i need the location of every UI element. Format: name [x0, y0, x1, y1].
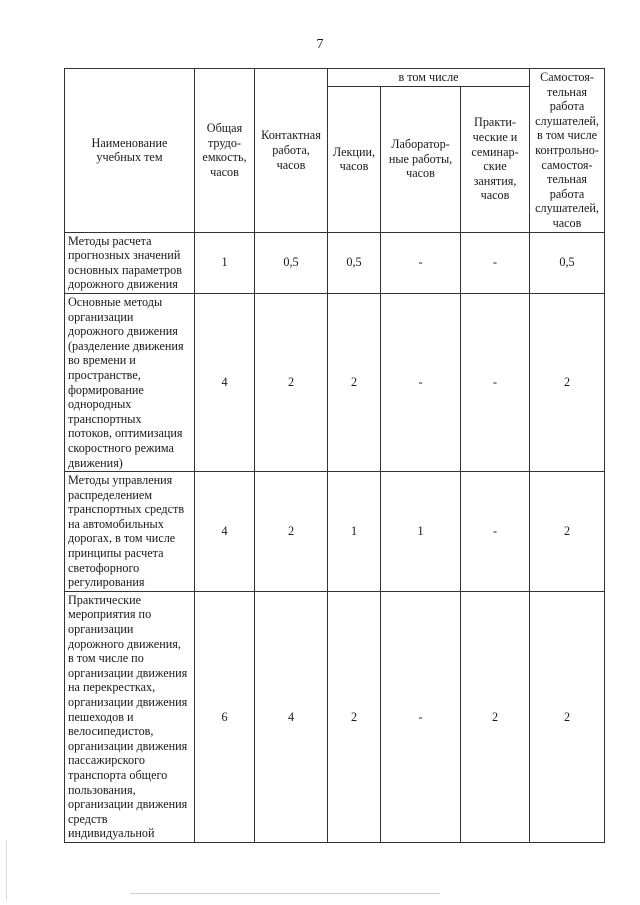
header-practical: Практи- ческие и семинар- ские занятия, часов: [461, 86, 530, 232]
scan-edge-mark: [6, 840, 7, 900]
lectures-cell: 1: [328, 472, 381, 592]
table-row: [65, 293, 605, 471]
self-study-cell: 2: [530, 472, 605, 592]
topic-cell: Методы расчета прогнозных значений основных параметров дорожного движения: [65, 232, 195, 293]
contact-cell: 4: [255, 591, 328, 842]
header-lectures: Лекции, часов: [328, 86, 381, 232]
lectures-cell: 2: [328, 591, 381, 842]
header-topic: Наименование учебных тем: [65, 69, 195, 233]
practical-cell: 2: [461, 591, 530, 842]
total-cell: 4: [195, 293, 255, 471]
contact-cell: 0,5: [255, 232, 328, 293]
labs-cell: -: [381, 293, 461, 471]
practical-cell: -: [461, 232, 530, 293]
scan-edge-line: [130, 893, 440, 894]
page-number: 7: [316, 37, 324, 52]
total-cell: 1: [195, 232, 255, 293]
table-row: [65, 232, 605, 293]
header-total-hours: Общая трудо- емкость, часов: [195, 69, 255, 233]
lectures-cell: 0,5: [328, 232, 381, 293]
contact-cell: 2: [255, 293, 328, 471]
lectures-cell: 2: [328, 293, 381, 471]
total-cell: 4: [195, 472, 255, 592]
topic-cell: Основные методы организации дорожного движения (разделение движения во времени и пространстве, формирование однородных транспортных потоков, оптимизация скоростного режима движения): [65, 293, 195, 471]
total-cell: 6: [195, 591, 255, 842]
self-study-cell: 2: [530, 293, 605, 471]
header-self-study-hours: Самостоя- тельная работа слушателей, в том числе контрольно- самостоя- тельная работа слушателей, часов: [530, 69, 605, 233]
table-row: [65, 591, 605, 842]
table-row: [65, 472, 605, 592]
header-row-top: [65, 69, 605, 87]
header-labs: Лаборатор- ные работы, часов: [381, 86, 461, 232]
contact-cell: 2: [255, 472, 328, 592]
labs-cell: 1: [381, 472, 461, 592]
topic-cell: Практические мероприятия по организации дорожного движения, в том числе по организации движения на перекрестках, организации движения пешеходов и велосипедистов, организации движения пассажирского транспорта общего пользования, организации движения средств индивидуальной: [65, 591, 195, 842]
practical-cell: -: [461, 293, 530, 471]
topic-cell: Методы управления распределением транспортных средств на автомобильных дорогах, в том числе принципы расчета светофорного регулирования: [65, 472, 195, 592]
header-contact-hours: Контактная работа, часов: [255, 69, 328, 233]
header-including: в том числе: [328, 69, 530, 87]
labs-cell: -: [381, 591, 461, 842]
labs-cell: -: [381, 232, 461, 293]
self-study-cell: 2: [530, 591, 605, 842]
practical-cell: -: [461, 472, 530, 592]
curriculum-table: [64, 68, 605, 843]
self-study-cell: 0,5: [530, 232, 605, 293]
